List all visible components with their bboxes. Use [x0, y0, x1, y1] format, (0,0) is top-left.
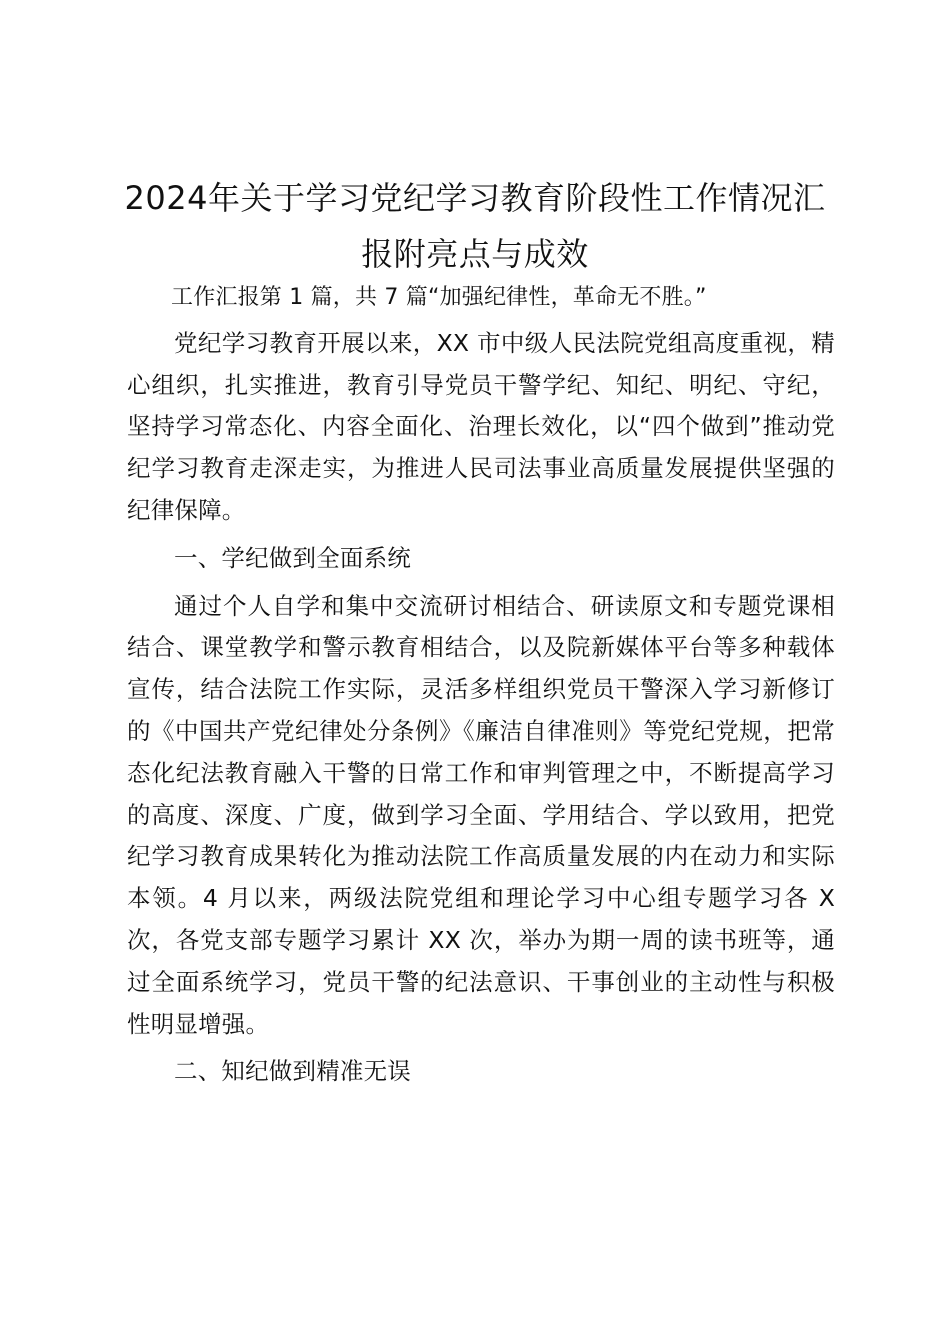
- paragraph-section-1: 通过个人自学和集中交流研讨相结合、研读原文和专题党课相结合、课堂教学和警示教育相结合，以及院新媒体平台等多种载体宣传，结合法院工作实际，灵活多样组织党员干警深入学习新修订的《中国共产党纪律处分条例》《廉洁自律准则》等党纪党规，把常态化纪法教育融入干警的日常工作和审判管理之中，不断提高学习的高度、深度、广度，做到学习全面、学用结合、学以致用，把党纪学习教育成果转化为推动法院工作高质量发展的内在动力和实际本领。4 月以来，两级法院党组和理论学习中心组专题学习各 X 次，各党支部专题学习累计 XX 次，举办为期一周的读书班等，通过全面系统学习，党员干警的纪法意识、干事创业的主动性与积极性明显增强。: [127, 591, 835, 1038]
- document-body: [127, 277, 835, 1099]
- section-heading-2: 二、知纪做到精准无误: [174, 1057, 411, 1086]
- section-heading-1: 一、学纪做到全面系统: [174, 543, 411, 572]
- document-title: 2024年关于学习党纪学习教育阶段性工作情况汇报附亮点与成效: [124, 179, 826, 273]
- paragraph-intro: 党纪学习教育开展以来，XX 市中级人民法院党组高度重视，精心组织，扎实推进，教育引导党员干警学纪、知纪、明纪、守纪，坚持学习常态化、内容全面化、治理长效化，以“四个做到”推动党纪学习教育走深走实，为推进人民司法事业高质量发展提供坚强的纪律保障。: [127, 328, 835, 524]
- intro-line: 工作汇报第 1 篇，共 7 篇“加强纪律性，革命无不胜。”: [171, 285, 707, 310]
